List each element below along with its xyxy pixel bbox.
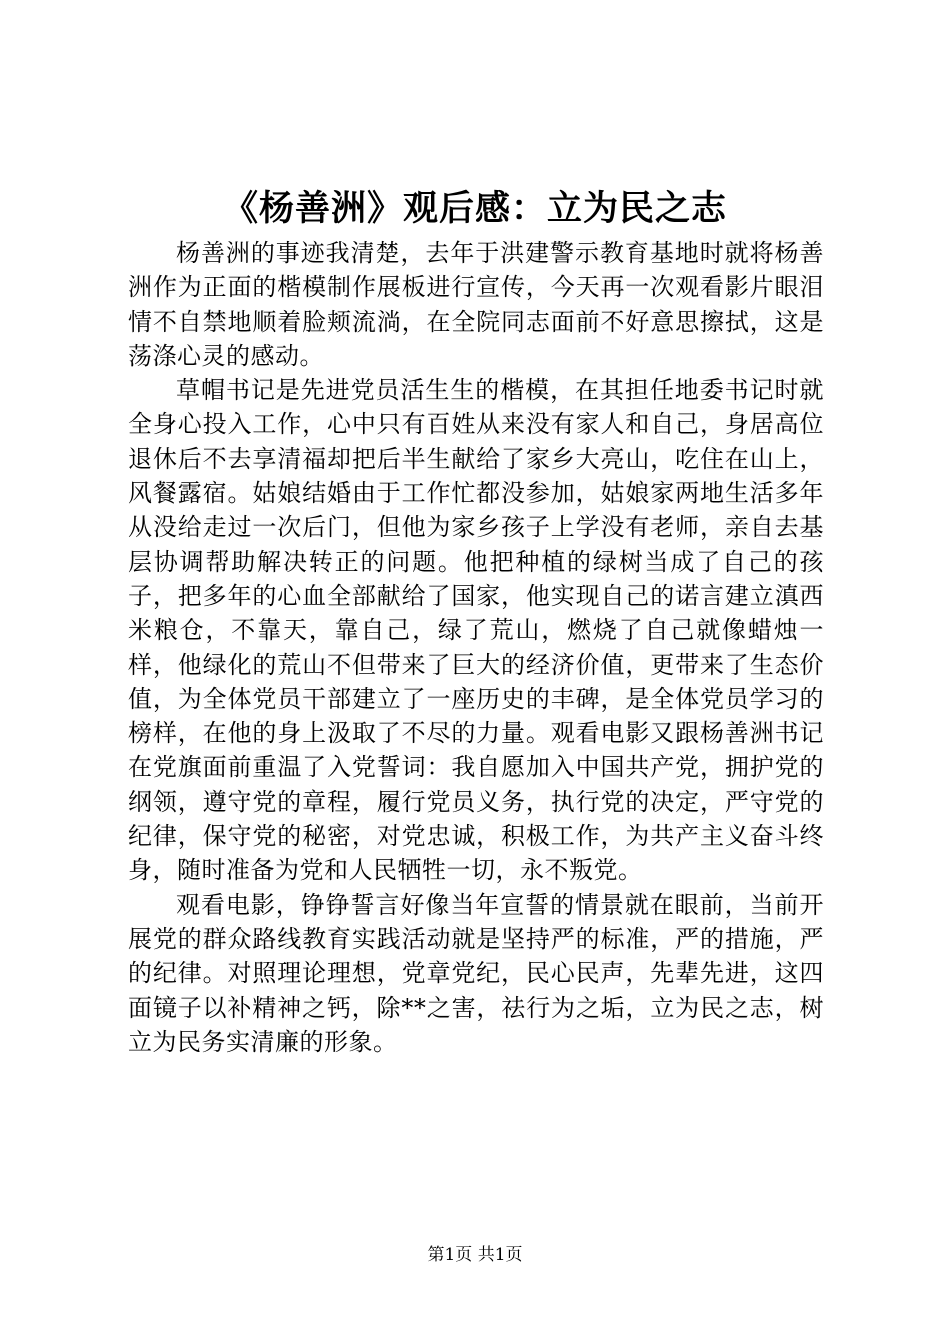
paragraph-2: 草帽书记是先进党员活生生的楷模，在其担任地委书记时就全身心投入工作，心中只有百姓从来没有家人和自己，身居高位退休后不去享清福却把后半生献给了家乡大亮山，吃住在山上，风餐露宿。姑娘结婚由于工作忙都没参加，姑娘家两地生活多年从没给走过一次后门，但他为家乡孩子上学没有老师，亲自去基层协调帮助解决转正的问题。他把种植的绿树当成了自己的孩子，把多年的心血全部献给了国家，他实现自己的诺言建立滇西米粮仓，不靠天，靠自己，绿了荒山，燃烧了自己就像蜡烛一样，他绿化的荒山不但带来了巨大的经济价值，更带来了生态价值，为全体党员干部建立了一座历史的丰碑，是全体党员学习的榜样，在他的身上汲取了不尽的力量。观看电影又跟杨善洲书记在党旗面前重温了入党誓词：我自愿加入中国共产党，拥护党的纲领，遵守党的章程，履行党员义务，执行党的决定，严守党的纪律，保守党的秘密，对党忠诚，积极工作，为共产主义奋斗终身，随时准备为党和人民牺牲一切，永不叛党。 — [128, 376, 824, 885]
document-body — [128, 236, 824, 1059]
page-footer: 第1页 共1页 — [427, 1245, 523, 1265]
paragraph-1: 杨善洲的事迹我清楚，去年于洪建警示教育基地时就将杨善洲作为正面的楷模制作展板进行宣传，今天再一次观看影片眼泪情不自禁地顺着脸颊流淌，在全院同志面前不好意思擦拭，这是荡涤心灵的感动。 — [128, 239, 824, 370]
document-title: 《杨善洲》观后感：立为民之志 — [222, 188, 727, 229]
paragraph-3: 观看电影，铮铮誓言好像当年宣誓的情景就在眼前，当前开展党的群众路线教育实践活动就是坚持严的标准，严的措施，严的纪律。对照理论理想，党章党纪，民心民声，先辈先进，这四面镜子以补精神之钙，除**之害，祛行为之垢，立为民之志，树立为民务实清廉的形象。 — [128, 890, 824, 1056]
